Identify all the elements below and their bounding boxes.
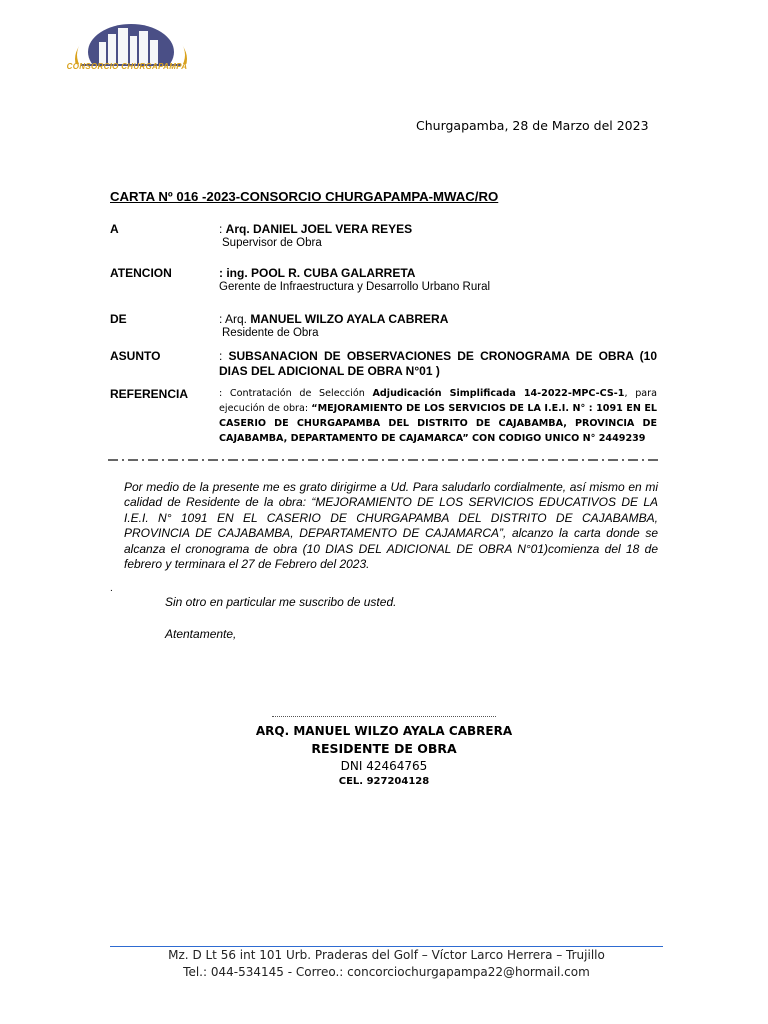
letter-reference-number: CARTA Nº 016 -2023-CONSORCIO CHURGAPAMPA-MWAC/RO (110, 189, 499, 204)
reference-text: : Contratación de Selección Adjudicación Simplificada 14-2022-MPC-CS-1, para ejecución de obra: “MEJORAMIENTO DE LOS SERVICIOS DE LA I.E.I. N° : 1091 EN EL CASERIO DE CHURGAPAMBA DEL DISTRITO DE CAJABAMBA, PROVINCIA DE CAJABAMBA, DEPARTAMENTO DE CAJAMARCA” CON CODIGO UNICO N° 2449239 (219, 388, 657, 444)
attention-title: Gerente de Infraestructura y Desarrollo Urbano Rural (219, 281, 491, 293)
company-logo (55, 18, 205, 100)
valediction: Atentamente, (165, 627, 237, 641)
field-value-de: : Arq. MANUEL WILZO AYALA CABRERA (219, 312, 449, 326)
subject-text: : SUBSANACION DE OBSERVACIONES DE CRONOGRAMA DE OBRA (10 DIAS DEL ADICIONAL DE OBRA N°01 ) (219, 349, 657, 378)
field-label-referencia: REFERENCIA (110, 387, 189, 401)
signatory-phone: CEL. 927204128 (338, 776, 430, 787)
signatory-dni: DNI 42464765 (340, 759, 428, 773)
footer-divider (110, 946, 663, 947)
closing-sentence: Sin otro en particular me suscribo de usted. (165, 595, 397, 609)
letter-date: Churgapamba, 28 de Marzo del 2023 (416, 118, 649, 133)
field-label-de: DE (110, 312, 127, 326)
sender-name: MANUEL WILZO AYALA CABRERA (250, 312, 449, 326)
footer-contact: Tel.: 044-534145 - Correo.: concorciochurgapampa22@hormail.com (183, 965, 590, 979)
field-label-atencion: ATENCION (110, 266, 172, 280)
recipient-title: Supervisor de Obra (222, 237, 322, 249)
attention-name: : ing. POOL R. CUBA GALARRETA (219, 266, 416, 280)
logo-text: CONSORCIO CHURGAPAMPA (66, 62, 188, 71)
signatory-role: RESIDENTE DE OBRA (311, 741, 457, 756)
dashed-divider (108, 458, 658, 462)
field-value-a: : Arq. DANIEL JOEL VERA REYES (219, 222, 413, 236)
letter-body: Por medio de la presente me es grato dirigirme a Ud. Para saludarlo cordialmente, así mismo en mi calidad de Residente de la obra: “MEJORAMIENTO DE LOS SERVICIOS EDUCATIVOS DE LA I.E.I. N° 1091 EN EL CASERIO DE CHURGAPAMBA DEL DISTRITO DE CAJABAMBA, PROVINCIA DE CAJABAMBA, DEPARTAMENTO DE CAJAMARCA”, alcanzo la carta donde se alcanza el cronograma de obra (10 DIAS DEL ADICIONAL DE OBRA N°01)comienza del 18 de febrero y terminara el 27 de Febrero del 2023. (124, 480, 658, 572)
stray-dot: . (110, 583, 113, 594)
recipient-name: Arq. DANIEL JOEL VERA REYES (225, 222, 413, 236)
signature-line (272, 716, 496, 717)
sender-title: Residente de Obra (222, 327, 319, 339)
field-label-a: A (110, 222, 119, 236)
field-label-asunto: ASUNTO (110, 349, 161, 363)
footer-address: Mz. D Lt 56 int 101 Urb. Praderas del Golf – Víctor Larco Herrera – Trujillo (168, 948, 605, 962)
signatory-name: ARQ. MANUEL WILZO AYALA CABRERA (255, 724, 513, 738)
